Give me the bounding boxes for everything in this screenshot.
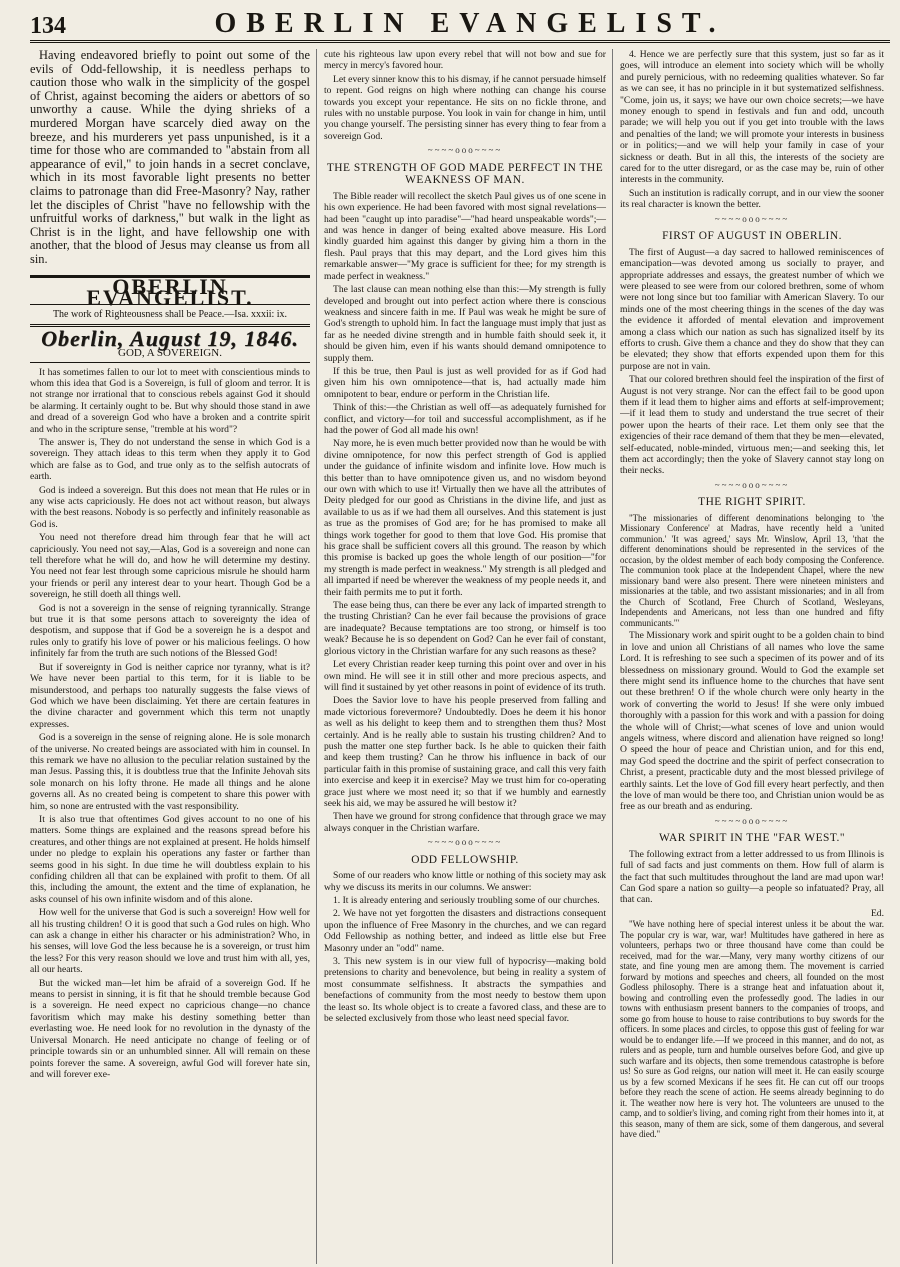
motto: The work of Righteousness shall be Peace.—Isa. xxxii: ix. <box>30 309 310 326</box>
ornamental-rule: ~~~~ooo~~~~ <box>427 837 503 848</box>
editor-signature: Ed. <box>870 907 884 919</box>
page-number: 134 <box>30 13 66 39</box>
paragraph: 1. It is already entering and seriously troubling some of our churches. <box>333 895 600 906</box>
paragraph: The first of August—a day sacred to hallowed reminiscences of emancipation—was devoted among us socially to prayer, and appropriate addresses and essays, the greatest number of which we were pleased to see were from our colored brethren, some of whom were not long since but too familiar with American Slavery. To our minds one of the most cheering things in the scenes of the day was the evidence it afforded of mental elevation and improvement among a class which our nation as such has signalized itself by its efforts to crush. Give them a chance and they do show that they can be elevated; they show that efforts expended upon them for this purpose are not in vain. <box>620 246 884 372</box>
paragraph: You need not therefore dread him through fear that he will act capriciously. You need not say,—Alas, God is a sovereign and none can tell therefore what he will do, and how he will determine my destiny. You need not fear lest through some capricious misrule he should harm your friends or peril any interest dear to your heart. Though God be a sovereign, he still doeth all things well. <box>30 532 310 601</box>
dateline: Oberlin, August 19, 1846. <box>41 325 299 351</box>
masthead <box>30 6 890 43</box>
paragraph: It is also true that oftentimes God gives account to no one of his matters. Some things are explained and the reasons spread before his creatures, and other things are not explained at present. He holds himself under no pledge to explain his operations any faster or farther than seems good in his sight. In due time he will doubtless explain to his confiding children all that can be explained with profit to them. Of all this, including the amount, the extent and the time of explanation, he asks counsel of his own infinite wisdom and of this alone. <box>30 813 310 905</box>
running-title: OBERLIN EVANGELIST. <box>214 8 726 39</box>
paragraph: The last clause can mean nothing else than this:—My strength is fully developed and brought out into perfect action where there is conscious weakness and sincere faith in me. If Paul was weak he might be sure of God's strength to uphold him. In fact the language must imply that just as far as he needed divine strength and in humble faith should seek it, it should be given him, even if his wants should demand omnipotence to supply them. <box>324 284 606 364</box>
paragraph: The Missionary work and spirit ought to be a golden chain to bind in love and union all Christians of all names who love the same Lord. It is refreshing to see such a specimen of its power and of its blessedness on missionary ground. Would to God the example set there might send its influence home to the churches that have sent out these brethren! O if the whole church were only hearty in the work of converting the world to Jesus! If she were only imbued thoroughly with a passion for this work and with a passion for doing the whole will of Christ;—what scenes of love and union would angels witness, where discord and alienation have reigned so long! O speed the hour of peace and Christian union, and for this end, may God speed the doctrine and the spirit of perfect consecration to Christ, a present, practicable duty and the most blessed privilege of earthly saints. Let the love of God fill every heart perfectly, and then the love of man would be there too, and Christian union would be as free as our breath and as enduring. <box>620 630 884 813</box>
paragraph: Then have we ground for strong confidence that through grace we may always conquer in the Christian warfare. <box>324 811 606 834</box>
ornamental-rule: ~~~~ooo~~~~ <box>714 815 790 826</box>
ornamental-rule: ~~~~ooo~~~~ <box>714 479 790 490</box>
column-2 <box>324 49 613 1264</box>
paragraph: 2. We have not yet forgotten the disasters and distractions consequent upon the influence of Free Masonry in the churches, and we can regard Odd Fellowship as nothing better, and indeed as little else but Free Masonry under an "odd" name. <box>324 908 606 954</box>
column-3 <box>620 49 890 1264</box>
paragraph: The ease being thus, can there be ever any lack of imparted strength to the trusting Christian? Can he ever fail because the provisions of grace are inadequate? Because temptations are too strong, or himself is too weak? Because he is so dependent on God? Can he ever fail of constant, glorious victory in the Christian warfare for any such reasons as these? <box>324 600 606 657</box>
columns <box>30 49 890 1264</box>
paragraph: God is a sovereign in the sense of reigning alone. He is sole monarch of the universe. No created beings are associated with him in counsel. In this remark we have no allusion to the peculiar relation sustained by the man Jesus. Passing this, it is doubtless true that the Infinite Jehovah sits sole monarch on his lofty throne. He made all things and he alone governs all. As no created being is competent to share this power with him, so none are entrusted with the vast responsibility. <box>30 732 310 812</box>
paragraph: The following extract from a letter addressed to us from Illinois is full of sad facts and just comments on them. How full of alarm is the fact that such multitudes throughout the land are mad upon war! Can God spare a nation so guilty—a people so infatuated? Pray, all that can. <box>620 848 884 906</box>
article-title-sovereign: GOD, A SOVEREIGN. <box>30 348 310 362</box>
paragraph: 4. Hence we are perfectly sure that this system, just so far as it goes, will introduce an element into society which will be wholly and purely pernicious, with no redeeming qualities whatever. So far as we can see, it has no principle in it but systematized selfishness. "Come, join us, it says; we have our own choice secrets;—we have money enough to spend in festivals and fun and odd, uncouth parade; we will help you out if you get into trouble with the laws and penalties of the land; we will promote your interests in business or in politics;—and we will help your family in case of your sickness or death. But in all this, the interests of the society are cared for to the utter disregard, or as the case may be, ruin of other interests in the community. <box>620 49 884 186</box>
paragraph: Nay more, he is even much better provided now than he would be with divine omnipotence, for now this perfect strength of God is applied under the guidance of infinite wisdom and infinite love. How much is this better than to have omnipotence given us, and no wisdom beyond our own with which to use it! Virtually then we have all the attributes of Deity pledged for our good as Christians in the divine life, and just as available to us as if we had them all ourselves. And this statement is just as true as the promises of God are; for he has promised to make all things work together for good to them that love God. His promise that his grace shall be sufficient covers all this ground. The reason by which this promise is backed up goes the whole length of our position—"for my strength is made perfect in weakness." My strength is all pledged and all imparted if need be wherever the weakness of my people needs it, and their faith permits me to put it forth. <box>324 438 606 598</box>
paragraph: If this be true, then Paul is just as well provided for as if God had given him his own omnipotence—that is, had actually made him omnipotent to bear, endure or perform in the Christian life. <box>324 365 606 400</box>
quoted-extract: "We have nothing here of special interest unless it be about the war. The popular cry is war, war, war! Multitudes have gathered in here as volunteers, perhaps two or three thousand have come than could be received, mad for the war.—Many, very many worthy citizens of our state, and fine young men are among them. The movement is carried forward by motions and speeches and cheers, all founded on the most Godless philosophy. There is a strange heat and infatuation about it, bowing and controlling even the professedly good. The ladies in our towns with enthusiasm present banners to the companies of troops, and some go from house to house to raise contributions to buy swords for the officers. In some places and circles, to oppose this gust of feeling for war would be to endanger life.—If we proceed in this manner, and do not, as rulers and as people, turn and humble ourselves before God, and give up such warfare and its objects, then some tremendous catastrophe is before us! So sure as God reigns, our nation will meet it. He can easily scourge us by a few scorned Mexicans if he sees fit. He can cut off our troops before they reach the scene of action. He seems already beginning to do it. The weather now here is very hot. The volunteers are unused to the camp, and to soldier's living, and coming right from their homes into it, at this season, many of them are sick, some of them dangerous, and several have died." <box>620 919 884 1140</box>
article-title-right-spirit: THE RIGHT SPIRIT. <box>698 496 806 509</box>
ornamental-rule: ~~~~ooo~~~~ <box>427 145 503 156</box>
paragraph: Such an institution is radically corrupt, and in our view the sooner its real character is known the better. <box>620 187 884 211</box>
article-title-august: FIRST OF AUGUST IN OBERLIN. <box>662 230 842 243</box>
paragraph: God is indeed a sovereign. But this does not mean that He rules or in any wise acts capriciously. He does not act without reason, but always with the best reasons. Nobody is so perfectly and infinitely reasonable as God is. <box>30 484 310 530</box>
article-title-strength: THE STRENGTH OF GOD MADE PERFECT IN THE WEAKNESS OF MAN. <box>326 161 604 187</box>
paragraph: Let every sinner know this to his dismay, if he cannot persuade himself to repent. God reigns on high where nothing can change his course towards you except your repentance. He sits on no fickle throne, and rules with no unstable purpose. You look in vain for change in him, until you change yourself. The persisting sinner has every thing to fear from a sovereign God. <box>324 73 606 142</box>
paragraph: The answer is, They do not understand the sense in which God is a sovereign. They attach ideas to this term when they apply it to God which are false as to God, and true only as to the selfish autocrats of earth. <box>30 436 310 483</box>
ornamental-rule: ~~~~ooo~~~~ <box>714 213 790 224</box>
paragraph: Let every Christian reader keep turning this point over and over in his own mind. He will see it in still other and more precious aspects, and will find it sustained by yet other reasons in point of evidence of its truth. <box>324 659 606 693</box>
paragraph-continued: cute his righteous law upon every rebel that will not bow and sue for mercy in mercy's favored hour. <box>324 49 606 72</box>
paragraph: The Bible reader will recollect the sketch Paul gives us of one scene in his own experience. He had been favored with most signal revelations—had been "caught up into paradise"—"had heard unspeakable words";—and was hence in danger of being exalted above measure. His Lord kindly guarded him against this danger by giving him a thorn in the flesh. Paul prays that this may depart, and the Lord gives him this remarkable answer—"My grace is sufficient for thee; for my strength is made perfect in weakness." <box>324 190 606 282</box>
paragraph: But the wicked man—let him be afraid of a sovereign God. If he means to persist in sinning, it is fit that he should tremble because God is a sovereign. He need expect no capricious change—no chance favoritism which may make his destiny something better than everlasting woe. He need look for no revolution in the dynasty of the Universal Monarch. He need anticipate no change of feeling or of principle towards sin or an unhumbled sinner. All will remain on these points forever the same. A sovereign, awful God will forever hate sin, and will forever exe- <box>30 977 310 1080</box>
paragraph: Does the Savior love to have his people preserved from falling and made victorious forevermore? Undoubtedly. Does he deem it his honor as well as his delight to keep them and to strengthen them thus? Most certainly. And is he really able to sustain his trusting children? And to push the matter one step further back. Is he able to quicken their faith and keep them trusting? Can he throw his influence in back of our particular faith in this promise of sustaining grace, and call this very faith into exercise and keep it in exercise? May we trust him for co-operating grace just where we most need it; so that if we humbly and earnestly seek his aid, we may be assured he will bestow it? <box>324 695 606 809</box>
paragraph: Think of this:—the Christian as well off—as adequately furnished for conflict, and victory—for toil and successful accomplishment, as if he had the power of God all made his own! <box>324 402 606 436</box>
odd-fellowship-conclusion: Having endeavored briefly to point out some of the evils of Odd-fellowship, it is needless perhaps to caution those who walk in the simplicity of the gospel of Christ, against becoming the aiders or abettors of so unworthy a cause. While the dying shrieks of a murdered Morgan have scarcely died away on the breeze, and his murderers yet pass unpunished, is it a time for those who are commanded to "abstain from all appearance of evil," to join hands in a secret conclave, which in its most favorable light presents no better claims to patronage than did Free-Masonry? Nay, rather let the disciples of Christ "have no fellowship with the unfruitful works of darkness," but walk in the light as Christ is in the light, and have fellowship one with another, that the blood of Jesus may cleanse us from all sin. <box>30 49 310 266</box>
quoted-extract: "The missionaries of different denominations belonging to 'the Missionary Conference' at Madras, have recently held a 'united communion.' 'It was agreed,' says Mr. Winslow, April 13, 'that the different denominations should be represented in the services of the occasion, by the oldest member of each body composing the Conference. The communion took place at the Independent Chapel, where the new missionary band were also present. There were nineteen ministers and missionaries at the table, and two assistant missionaries; and in all from the Church of Scotland, Free Church of Scotland, Wesleyans, Independents and Americans, not less than one hundred and fifty communicants.'" <box>620 512 884 628</box>
paragraph: Some of our readers who know little or nothing of this society may ask why we discuss its merits in our columns. We answer: <box>324 870 606 893</box>
paragraph: That our colored brethren should feel the inspiration of the first of August is not very strange. Nor can the effect fail to be good upon them if it lead them to higher aims and efforts at self-improvement;—if it lead them to study and understand the true secret of their power upon the hearts of their race. Let them only see that the exigencies of their race demand of them that they be men—elevated, self-educated, noble-minded, virtuous men;—and seeking this, let them act accordingly; then the yoke of Slavery cannot stay long on their necks. <box>620 374 884 477</box>
article-title-odd-fellowship: ODD FELLOWSHIP. <box>411 853 519 866</box>
nameplate: OBERLIN EVANGELIST. <box>30 275 310 306</box>
article-title-war-spirit: WAR SPIRIT IN THE "FAR WEST." <box>658 832 846 845</box>
paragraph: It has sometimes fallen to our lot to meet with conscientious minds to whom this idea that God is a Sovereign, is full of gloom and terror. It is not strange nor irrational that to conscious rebels against God it should be alarming. It certainly ought to be. But why should those stand in awe and dread of a sovereign God who have a broken and a contrite spirit and who in the scripture sense, "tremble at his word"? <box>30 366 310 435</box>
column-1 <box>30 49 317 1264</box>
paragraph: 3. This new system is in our view full of hypocrisy—making bold pretensions to charity and benevolence, but being in reality a system of most consummate selfishness. It abstracts the sympathies and benefactions of community from the most needy to bestow them upon the least so. Its whole object is to create a favored class, and these are to be selected exclusively from those who least need special favor. <box>324 956 606 1025</box>
paragraph: But if sovereignty in God is neither caprice nor tyranny, what is it? We have never been partial to this term, for it is liable to be misunderstood, and perhaps too naturally suggests the false views of God which we have been disclaiming. Yet there are certain features in the divine character and government which this term not unaptly expresses. <box>30 661 310 730</box>
paragraph: God is not a sovereign in the sense of reigning tyrannically. Strange but true it is that some persons attach to sovereignty the idea of despotism, and suppose that if God be a sovereign he is a despot and rules only to gratify his love of power or his malicious feelings. O how infinitely far from the truth are such notions of the Blessed God! <box>30 602 310 660</box>
paragraph: How well for the universe that God is such a sovereign! How well for all his trusting children! O it is good that such a God rules on high. Who can ask a change in either his character or his administration? Who, in his senses, will love God the less because he is a sovereign, or trust him the less? For this very reason should we love and trust him with all, yes, all our hearts. <box>30 907 310 976</box>
